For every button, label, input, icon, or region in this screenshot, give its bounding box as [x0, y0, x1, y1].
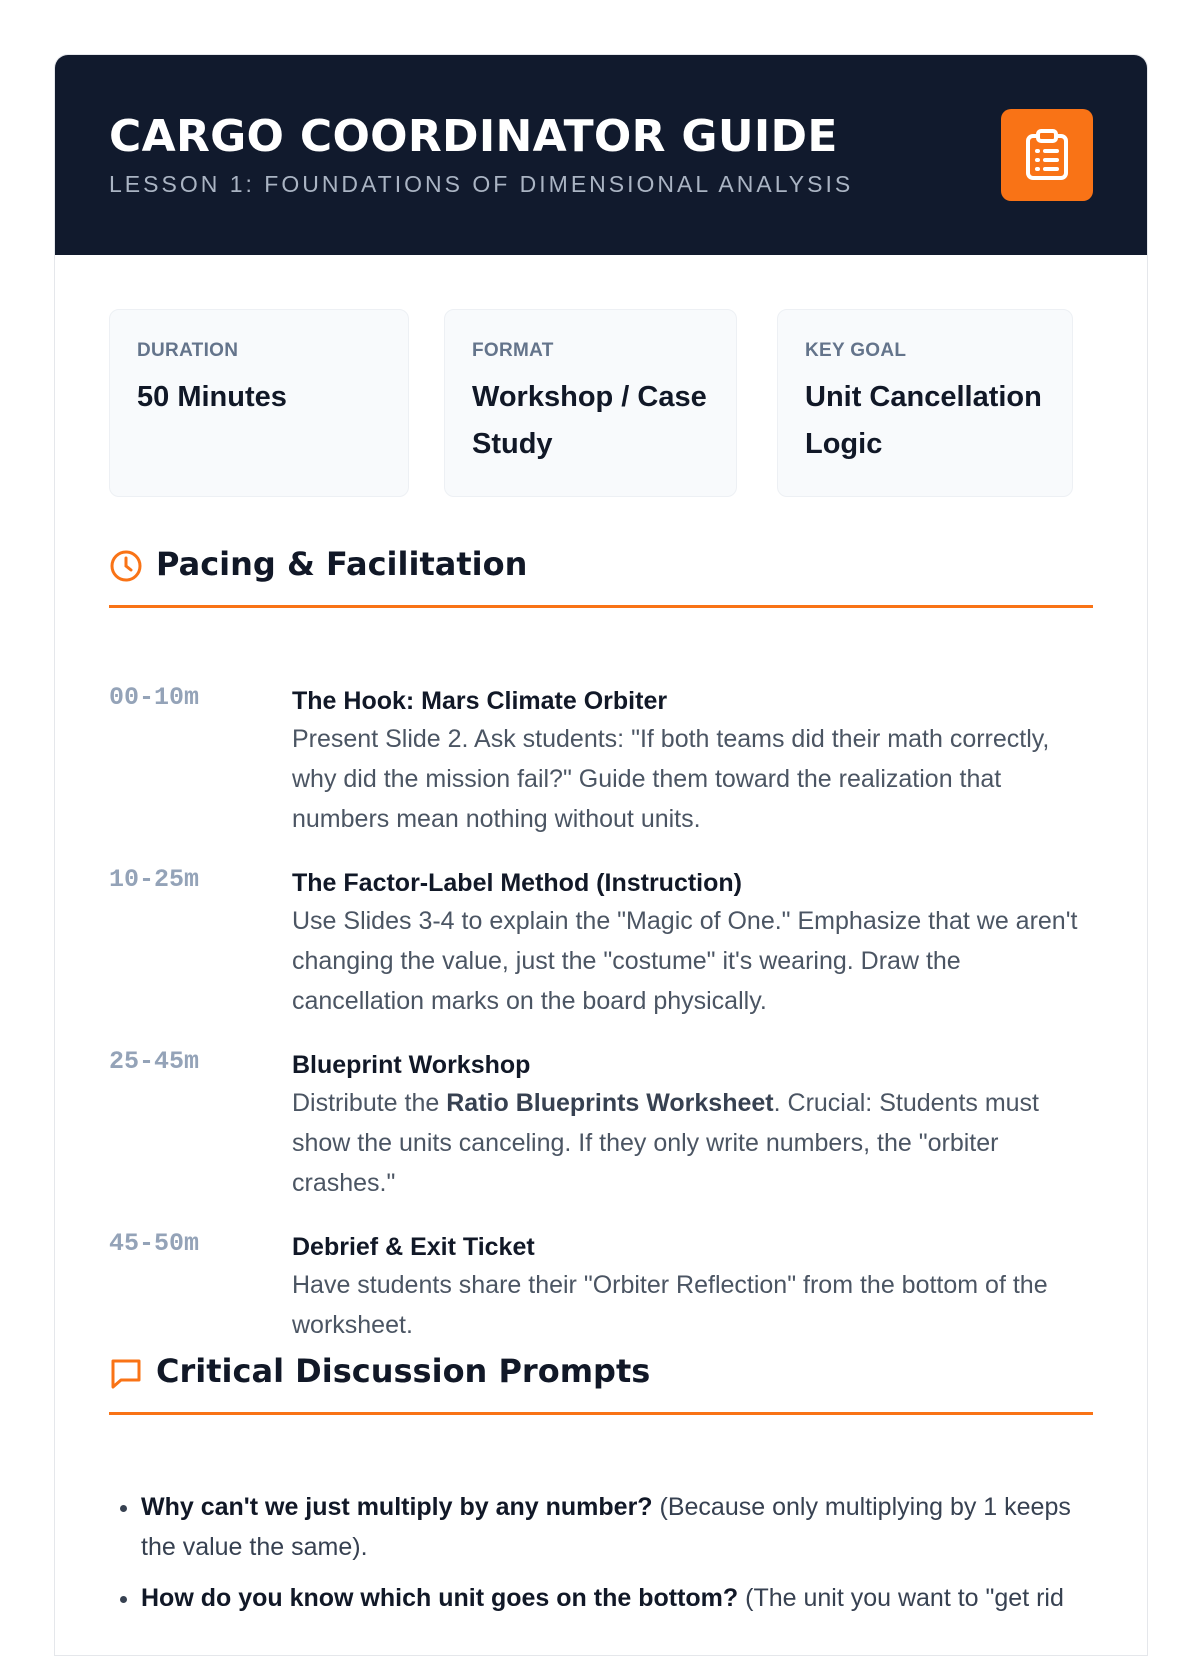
list-item: [141, 1578, 1093, 1618]
stat-label: FORMAT: [472, 340, 554, 361]
stat-key-goal: [777, 309, 1073, 497]
chat-bubble-icon: [109, 1356, 143, 1390]
section-title: Critical Discussion Prompts: [156, 1352, 651, 1390]
clipboard-list-icon: [1024, 129, 1070, 181]
stat-value: Unit Cancellation Logic: [805, 381, 1042, 460]
stat-label: DURATION: [137, 340, 239, 361]
pacing-title: The Hook: Mars Climate Orbiter: [292, 687, 668, 715]
pacing-text: Have students share their "Orbiter Reflection" from the bottom of the worksheet.: [292, 1271, 1048, 1339]
pacing-title: Debrief & Exit Ticket: [292, 1233, 535, 1261]
guide-header: [55, 55, 1147, 255]
guide-card: [54, 54, 1148, 1656]
pacing-item: [109, 865, 1093, 1021]
pacing-text-part: Distribute the: [292, 1089, 447, 1117]
pacing-time: 10-25m: [109, 865, 200, 894]
worksheet-name: Ratio Blueprints Worksheet: [446, 1089, 774, 1117]
clock-icon: [109, 549, 143, 583]
pacing-text-part: . Crucial: Students must show the units canceling. If they only write numbers, the "orbiter crashes.": [292, 1089, 1040, 1197]
stat-format: [444, 309, 737, 497]
lesson-stats: [109, 309, 1093, 499]
prompt-question: Why can't we just multiply by any number?: [141, 1493, 653, 1521]
pacing-text: Use Slides 3-4 to explain the "Magic of One." Emphasize that we aren't changing the value, just the "costume" it's wearing. Draw the cancellation marks on the board physically.: [292, 907, 1078, 1015]
stat-value: Workshop / Case Study: [472, 381, 707, 460]
pacing-title: Blueprint Workshop: [292, 1051, 531, 1079]
pacing-time: 25-45m: [109, 1047, 200, 1076]
pacing-text: [292, 1083, 1093, 1203]
pacing-section-header: [109, 545, 1093, 608]
pacing-item: [109, 1229, 1093, 1345]
discussion-section-header: [109, 1352, 1093, 1415]
clipboard-badge: [1001, 109, 1093, 201]
pacing-item: [109, 1047, 1093, 1203]
stat-value: 50 Minutes: [137, 381, 287, 413]
stat-label: KEY GOAL: [805, 340, 907, 361]
pacing-time: 00-10m: [109, 683, 200, 712]
pacing-text: Present Slide 2. Ask students: "If both teams did their math correctly, why did the mission fail?" Guide them toward the realization that numbers mean nothing without units.: [292, 725, 1050, 833]
section-title: Pacing & Facilitation: [156, 545, 528, 583]
pacing-item: [109, 683, 1093, 839]
list-item: [141, 1487, 1093, 1567]
pacing-title: The Factor-Label Method (Instruction): [292, 869, 742, 897]
prompt-answer: (Because only multiplying by 1 keeps the value the same).: [141, 1493, 1071, 1561]
prompt-answer: (The unit you want to "get rid: [738, 1584, 1064, 1612]
discussion-prompts-list: [109, 1487, 1093, 1629]
pacing-list: [109, 683, 1093, 1371]
page-title: CARGO COORDINATOR GUIDE: [109, 111, 838, 162]
stat-duration: [109, 309, 409, 497]
lesson-subtitle: LESSON 1: FOUNDATIONS OF DIMENSIONAL ANALYSIS: [109, 171, 854, 197]
prompt-question: How do you know which unit goes on the bottom?: [141, 1584, 739, 1612]
pacing-time: 45-50m: [109, 1229, 200, 1258]
